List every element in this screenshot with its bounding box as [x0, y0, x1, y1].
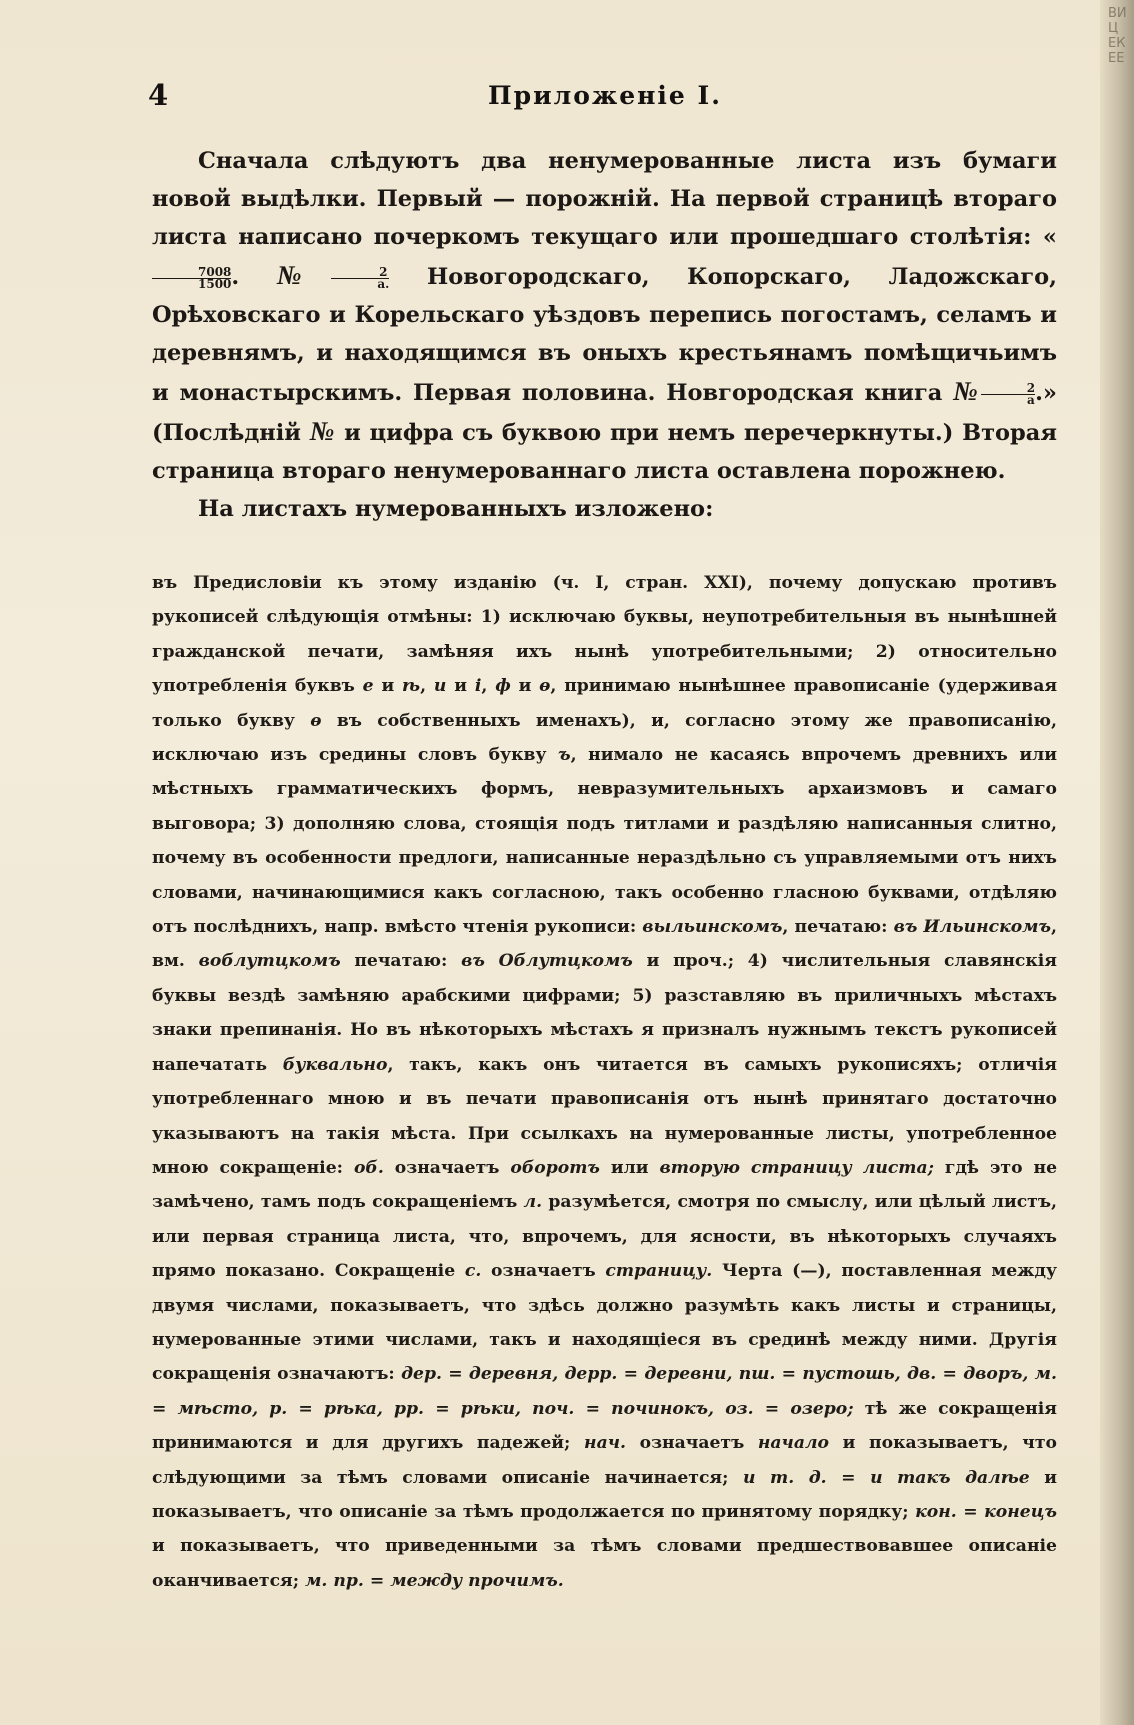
adjacent-page-edge [1100, 0, 1134, 1725]
numero-sign: № [953, 376, 981, 406]
footnote-text [152, 566, 1057, 1598]
running-title: Приложеніе I. [488, 81, 722, 110]
page-header [148, 78, 1062, 118]
number-fraction: 2 а [981, 383, 1035, 406]
paragraph-2: На листахъ нумерованныхъ изложено: [198, 496, 714, 522]
footnote-paragraph: въ Предисловіи къ этому изданію (ч. I, стран. XXI), почему допускаю противъ рукописей слѣдующія отмѣны: 1) исключаю буквы, неупотребительныя въ нынѣшней гражданской печати, замѣняя ихъ нынѣ употребительными; 2) относительно употребленія буквъ е и ѣ, и и і, ф и ѳ, принимаю нынѣшнее правописаніе (удерживая только букву ѳ въ собственныхъ именахъ), и, согласно этому же правописанію, исключаю изъ средины словъ букву ъ, нимало не касаясь впрочемъ древнихъ или мѣстныхъ грамматическихъ формъ, невразумительныхъ архаизмовъ и самаго выговора; 3) дополняю слова, стоящія подъ титлами и раздѣляю написанныя слитно, почему въ особенности предлоги, написанные нераздѣльно съ управляемыми отъ нихъ словами, начинающимися какъ согласною, такъ особенно гласною буквами, отдѣляю отъ послѣднихъ, напр. вмѣсто чтенія рукописи: выльинскомъ, печатаю: въ Ильинскомъ, вм. воблутцкомъ печатаю: въ Облутцкомъ и проч.; 4) числительныя славянскія буквы вездѣ замѣняю арабскими цифрами; 5) разставляю въ приличныхъ мѣстахъ знаки препинанія. Но въ нѣкоторыхъ мѣстахъ я призналъ нужнымъ текстъ рукописей напечатать буквально, такъ, какъ онъ читается въ самыхъ рукописяхъ; отличія употребленнаго мною и въ печати правописанія отъ нынѣ принятаго достаточно указываютъ на такія мѣста. При ссылкахъ на нумерованные листы, употребленное мною сокращеніе: об. означаетъ оборотъ или вторую страницу листа; гдѣ это не замѣчено, тамъ подъ сокращеніемъ л. разумѣется, смотря по смыслу, или цѣлый листъ, или первая страница листа, что, впрочемъ, для ясности, въ нѣкоторыхъ случаяхъ прямо показано. Сокращеніе с. означаетъ страницу. Черта (—), поставленная между двумя числами, показываетъ, что здѣсь должно разумѣть какъ листы и страницы, нумерованные этими числами, такъ и находящіеся въ срединѣ между ними. Другія сокращенія означаютъ: дер. = деревня, дерр. = деревни, пш. = пустошь, дв. = дворъ, м. = мѣсто, р. = рѣка, рр. = рѣки, поч. = починокъ, оз. = озеро; тѣ же сокращенія принимаются и для другихъ падежей; нач. означаетъ начало и показываетъ, что слѣдующими за тѣмъ словами описаніе начинается; и т. д. = и такъ далѣе и показываетъ, что описаніе за тѣмъ продолжается по принятому порядку; кон. = конецъ и показываетъ, что приведенными за тѣмъ словами предшествовавшее описаніе оканчивается; м. пр. = между прочимъ. [152, 573, 1058, 1591]
page-number: 4 [148, 78, 169, 112]
main-text [152, 142, 1057, 528]
numero-sign: № [276, 260, 332, 290]
number-fraction: 2 а. [331, 267, 389, 290]
numero-sign: № [309, 416, 336, 446]
paragraph-1: Сначала слѣдуютъ два ненумерованные листа изъ бумаги новой выдѣлки. Первый — порожній. На первой страницѣ втораго листа написано почеркомъ текущаго или прошедшаго столѣтія: « $\frac{7008}{1500}$ . № 2 а. Новогородскаго, Копорскаго, Ладожскаго, Орѣховскаго и Корельскаго уѣздовъ перепись погостамъ, селамъ и деревнямъ, и находящимся въ оныхъ крестьянамъ помѣщичьимъ и монастырскимъ. Первая половина. Новгородская книга № 2 а .» (Послѣдній № и цифра съ буквою при немъ перечеркнуты.) Вторая страница втораго ненумерованнаго листа оставлена порожнею. [152, 148, 1057, 484]
date-fraction: $\frac{7008}{1500}$ [152, 267, 231, 290]
edge-marks: ВИЦ ЕКЕЕ [1108, 6, 1127, 66]
